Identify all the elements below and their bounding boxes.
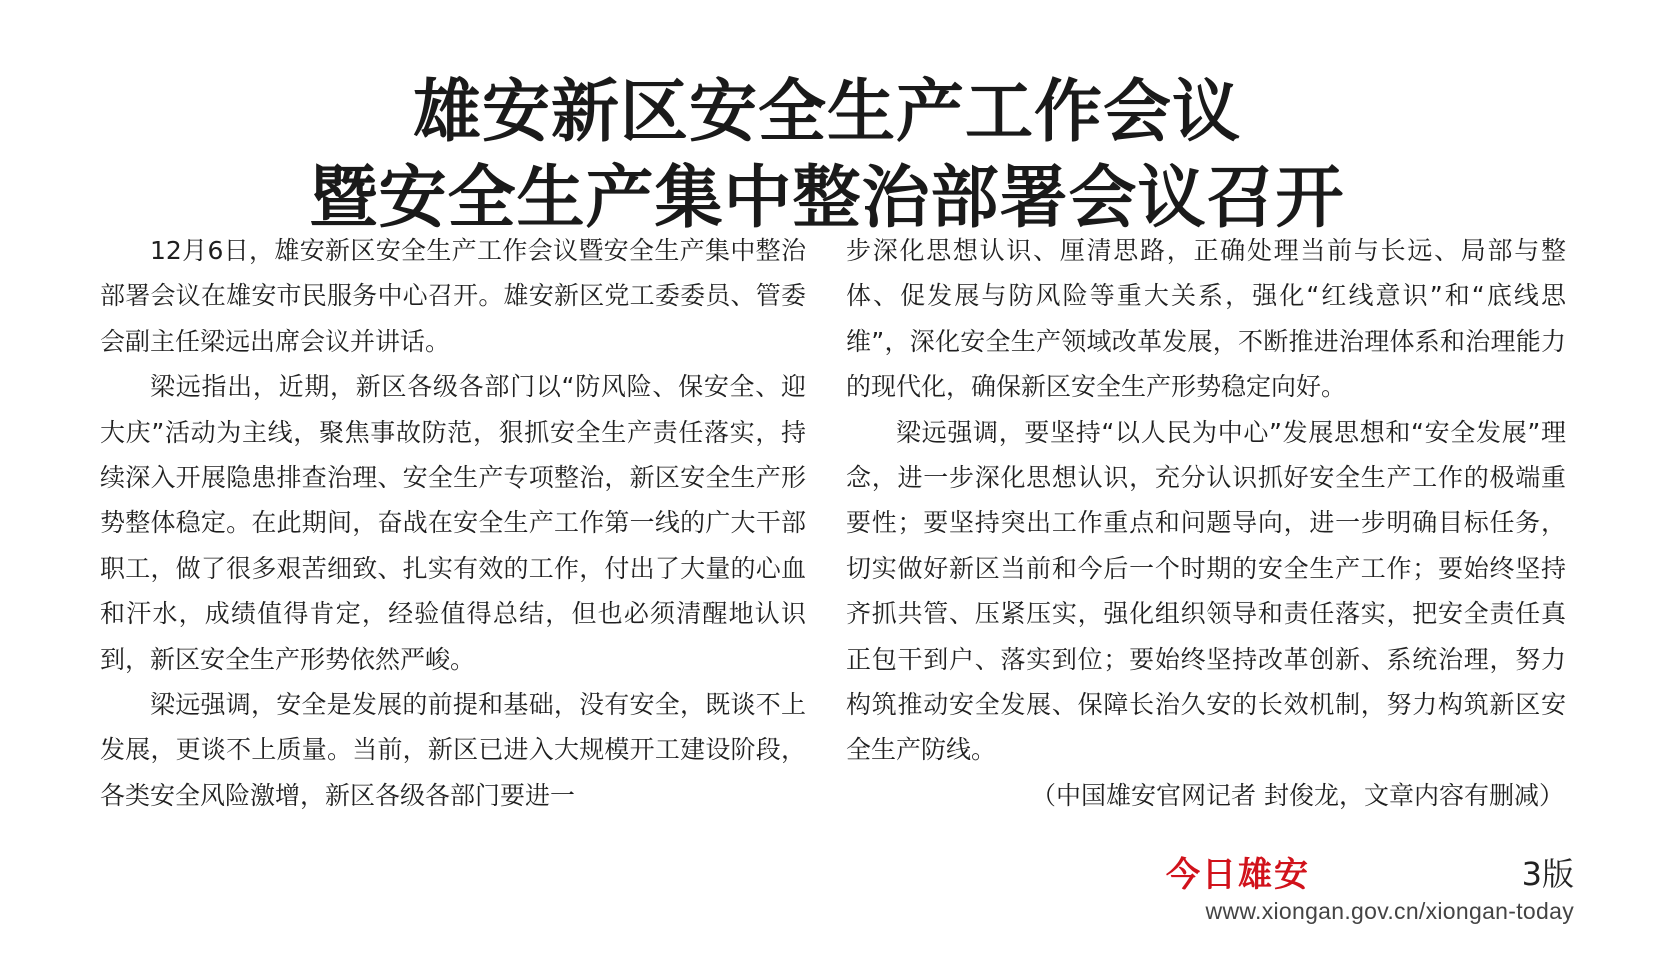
article-paragraph: 12月6日，雄安新区安全生产工作会议暨安全生产集中整治部署会议在雄安市民服务中心召开。雄安新区党工委委员、管委会副主任梁远出席会议并讲话。 [100,236,806,356]
today-xiongan-logo: 今日雄安 [1166,855,1310,895]
headline-line-1: 雄安新区安全生产工作会议 [412,71,1241,152]
article-column-right [846,228,1566,818]
footer-url-link[interactable]: www.xiongan.gov.cn/xiongan-today [1205,898,1574,924]
article-byline: （中国雄安官网记者 封俊龙，文章内容有删减） [1031,780,1564,810]
article-paragraph: 梁远强调，安全是发展的前提和基础，没有安全，既谈不上发展，更谈不上质量。当前，新区已进入大规模开工建设阶段，各类安全风险激增，新区各级各部门要进一 [100,690,806,810]
article-paragraph-continued: 步深化思想认识、厘清思路，正确处理当前与长远、局部与整体、促发展与防风险等重大关系，强化“红线意识”和“底线思维”，深化安全生产领域改革发展，不断推进治理体系和治理能力的现代化，确保新区安全生产形势稳定向好。 [846,236,1566,402]
article-paragraph: 梁远强调，要坚持“以人民为中心”发展思想和“安全发展”理念，进一步深化思想认识，充分认识抓好安全生产工作的极端重要性；要坚持突出工作重点和问题导向，进一步明确目标任务，切实做好新区当前和今后一个时期的安全生产工作；要始终坚持齐抓共管、压紧压实，强化组织领导和责任落实，把安全责任真正包干到户、落实到位；要始终坚持改革创新、系统治理，努力构筑推动安全发展、保障长治久安的长效机制，努力构筑新区安全生产防线。 [846,417,1566,765]
article-column-left [100,228,806,818]
page-number: 3版 [1521,855,1574,893]
headline-line-2: 暨安全生产集中整治部署会议召开 [309,157,1345,238]
article-paragraph: 梁远指出，近期，新区各级各部门以“防风险、保安全、迎大庆”活动为主线，聚焦事故防范，狠抓安全生产责任落实，持续深入开展隐患排查治理、安全生产专项整治，新区安全生产形势整体稳定。在此期间，奋战在安全生产工作第一线的广大干部职工，做了很多艰苦细致、扎实有效的工作，付出了大量的心血和汗水，成绩值得肯定，经验值得总结，但也必须清醒地认识到，新区安全生产形势依然严峻。 [100,372,806,674]
